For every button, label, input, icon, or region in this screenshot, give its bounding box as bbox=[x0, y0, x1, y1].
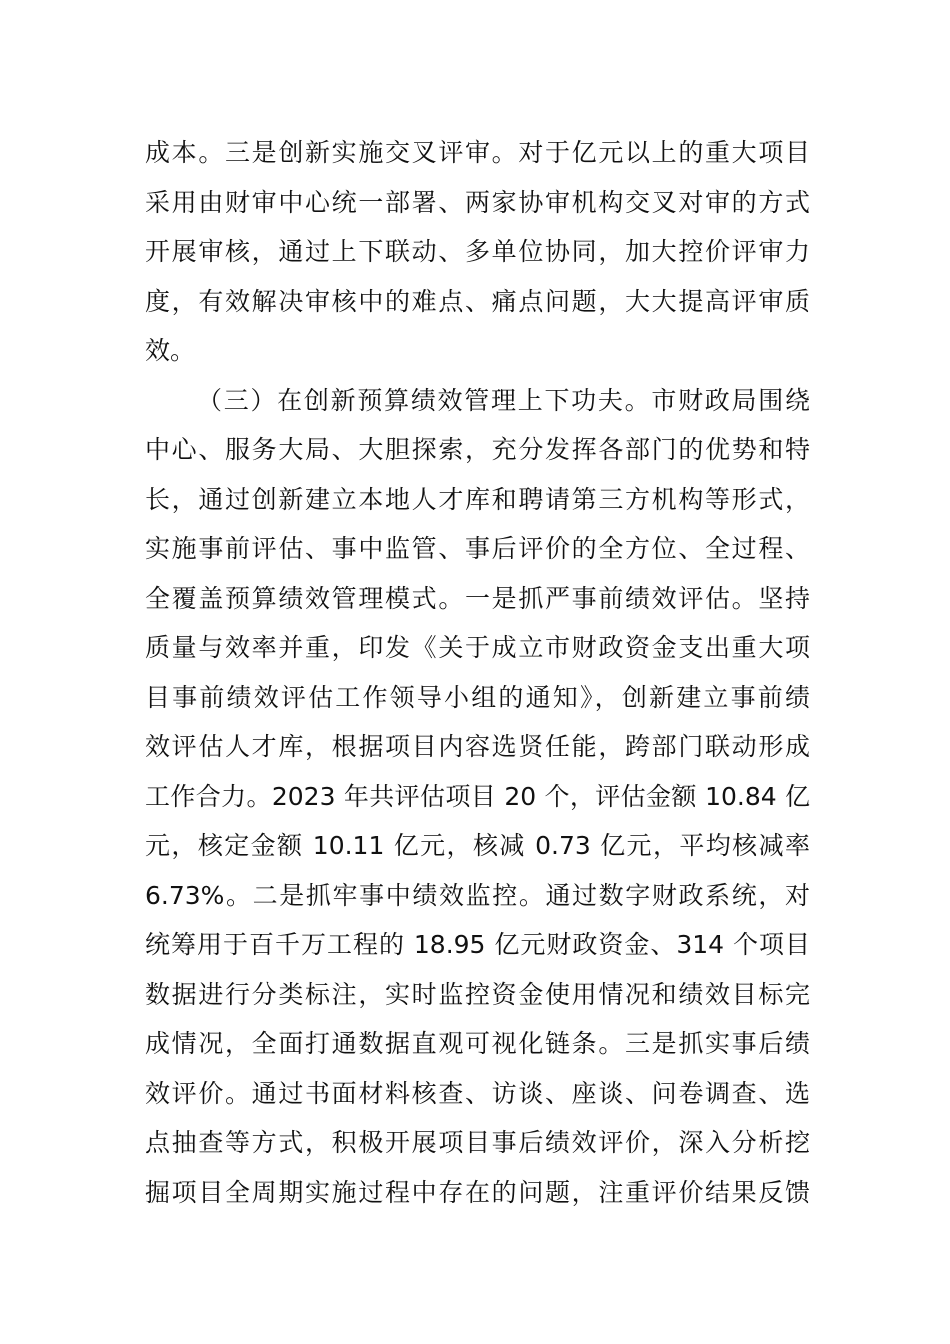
text-line: 点抽查等方式，积极开展项目事后绩效评价，深入分析挖 bbox=[145, 1128, 810, 1157]
section-heading-line: （三）在创新预算绩效管理上下功夫。市财政局围绕 bbox=[197, 385, 810, 415]
text-line: 数据进行分类标注，实时监控资金使用情况和绩效目标完 bbox=[145, 979, 810, 1009]
text-line: 采用由财审中心统一部署、两家协审机构交叉对审的方式 bbox=[145, 187, 810, 217]
text-line: 工作合力。2023 年共评估项目 20 个，评估金额 10.84 亿 bbox=[145, 781, 810, 811]
text-line: 开展审核，通过上下联动、多单位协同，加大控价评审力 bbox=[145, 237, 810, 266]
text-line: 全覆盖预算绩效管理模式。一是抓严事前绩效评估。坚持 bbox=[145, 583, 810, 613]
body-text bbox=[145, 128, 810, 1217]
text-line: 统筹用于百千万工程的 18.95 亿元财政资金、314 个项目 bbox=[145, 930, 810, 959]
text-line: 掘项目全周期实施过程中存在的问题，注重评价结果反馈 bbox=[145, 1177, 810, 1207]
text-line: 成本。三是创新实施交叉评审。对于亿元以上的重大项目 bbox=[145, 138, 810, 167]
text-line: 长，通过创新建立本地人才库和聘请第三方机构等形式， bbox=[145, 484, 810, 514]
text-line: 中心、服务大局、大胆探索，充分发挥各部门的优势和特 bbox=[145, 435, 810, 464]
text-line: 6.73%。二是抓牢事中绩效监控。通过数字财政系统，对 bbox=[145, 880, 810, 910]
text-line: 目事前绩效评估工作领导小组的通知》，创新建立事前绩 bbox=[145, 682, 810, 712]
text-line: 元，核定金额 10.11 亿元，核减 0.73 亿元，平均核减率 bbox=[145, 831, 810, 860]
text-line: 实施事前评估、事中监管、事后评价的全方位、全过程、 bbox=[145, 534, 810, 563]
text-line: 度，有效解决审核中的难点、痛点问题，大大提高评审质 bbox=[145, 286, 810, 316]
text-line: 效。 bbox=[145, 336, 196, 365]
text-line: 效评价。通过书面材料核查、访谈、座谈、问卷调查、选 bbox=[145, 1078, 810, 1108]
text-line: 成情况，全面打通数据直观可视化链条。三是抓实事后绩 bbox=[145, 1029, 810, 1058]
text-line: 效评估人才库，根据项目内容选贤任能，跨部门联动形成 bbox=[145, 732, 810, 761]
text-line: 质量与效率并重，印发《关于成立市财政资金支出重大项 bbox=[145, 633, 810, 662]
